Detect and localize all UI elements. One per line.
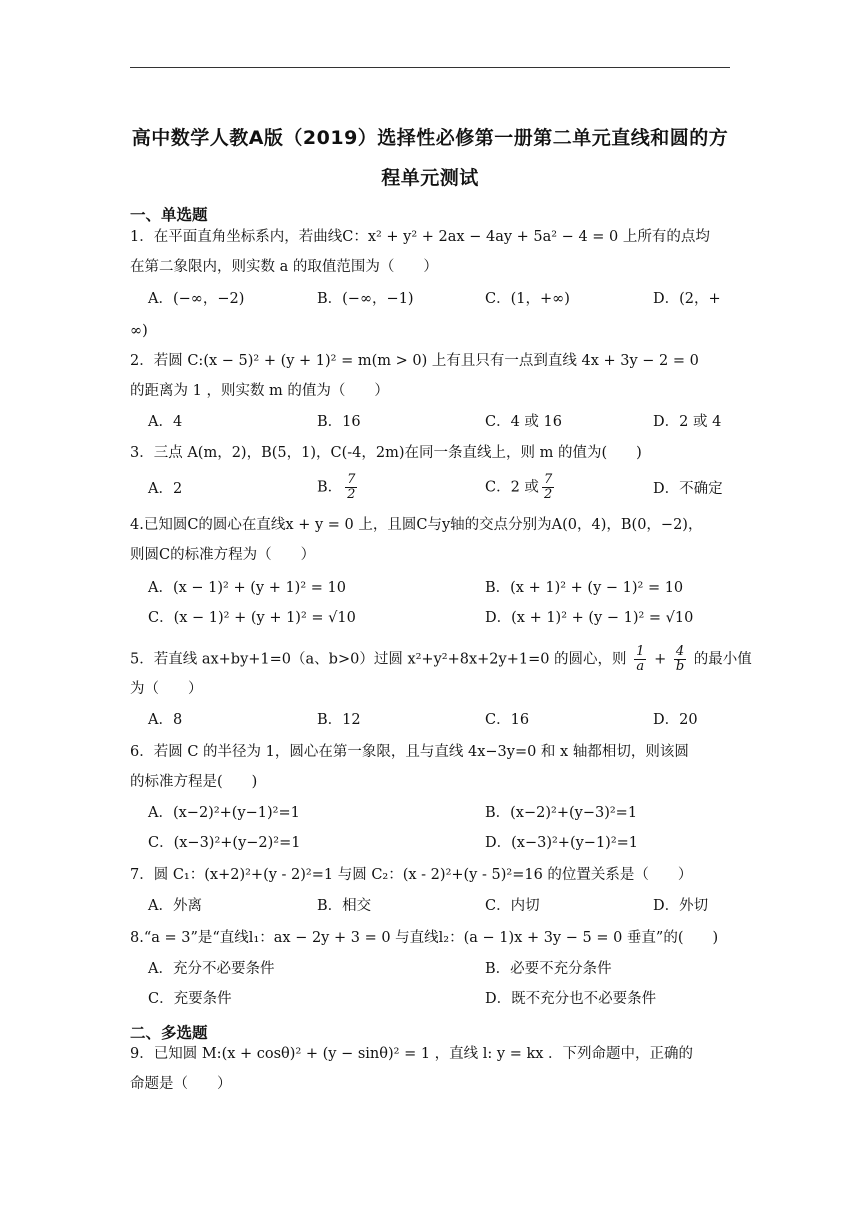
section-single-choice: 一、单选题 [130, 206, 208, 224]
q7-option-d: D．外切 [653, 898, 709, 914]
header-rule [130, 67, 730, 68]
fraction-denominator: b [675, 659, 685, 674]
q3-option-a: A．2 [148, 481, 183, 497]
q8-line1: 8.“a = 3”是“直线l₁：ax − 2y + 3 = 0 与直线l₂：(a − 1)x + 3y − 5 = 0 垂直”的( ) [130, 930, 719, 946]
q5-line2: 为（ ） [130, 681, 203, 697]
q4-option-c: C．(x − 1)² + (y + 1)² = √10 [148, 610, 356, 626]
q5-option-a: A．8 [148, 712, 183, 728]
document-title [110, 118, 750, 198]
q6-option-a: A．(x−2)²+(y−1)²=1 [148, 805, 300, 821]
q6-line1: 6．若圆 C 的半径为 1，圆心在第一象限，且与直线 4x−3y=0 和 x 轴都相切，则该圆 [130, 744, 689, 760]
q8-option-b: B．必要不充分条件 [485, 961, 612, 977]
fraction-numerator: 4 [674, 645, 686, 660]
q3-option-b-label: B． [317, 479, 343, 496]
q1-option-d: D．(2，+ [653, 291, 721, 307]
q5-line1-tail: 的最小值 [693, 651, 752, 668]
q6-line2: 的标准方程是( ) [130, 774, 258, 790]
q2-option-a: A．4 [148, 414, 183, 430]
fraction-denominator: a [636, 659, 645, 674]
q1-option-a: A．(−∞，−2) [148, 291, 245, 307]
fraction-numerator: 1 [636, 644, 645, 659]
q3-line1: 3．三点 A(m，2)，B(5，1)，C(-4，2m)在同一条直线上，则 m 的值为( ) [130, 445, 642, 461]
q3-option-c [485, 473, 557, 502]
q3-option-c-label: C．2 或 [485, 479, 539, 496]
q3-option-c-fraction [542, 473, 554, 502]
q2-option-d: D．2 或 4 [653, 414, 722, 430]
q2-line1: 2．若圆 C:(x − 5)² + (y + 1)² = m(m > 0) 上有且只有一点到直线 4x + 3y − 2 = 0 [130, 353, 699, 369]
q4-option-b: B．(x + 1)² + (y − 1)² = 10 [485, 580, 684, 596]
q4-line2: 则圆C的标准方程为（ ） [130, 547, 316, 563]
q5-option-d: D．20 [653, 712, 698, 728]
title-line-2: 程单元测试 [381, 167, 479, 189]
q8-option-a: A．充分不必要条件 [148, 961, 275, 977]
q7-option-c: C．内切 [485, 898, 540, 914]
q8-option-c: C．充要条件 [148, 991, 232, 1007]
q9-line2: 命题是（ ） [130, 1076, 232, 1092]
q9-line1: 9．已知圆 M:(x + cosθ)² + (y − sinθ)² = 1 ，直线 l: y = kx ．下列命题中，正确的 [130, 1046, 694, 1062]
q5-line1-text: 5．若直线 ax+by+1=0（a、b>0）过圆 x²+y²+8x+2y+1=0 的圆心，则 [130, 651, 627, 668]
title-line-1: 高中数学人教A版（2019）选择性必修第一册第二单元直线和圆的方 [131, 127, 729, 149]
fraction-numerator: 7 [543, 472, 553, 487]
q6-option-c: C．(x−3)²+(y−2)²=1 [148, 835, 301, 851]
q1-option-d-cont: ∞) [130, 323, 148, 339]
q4-option-d: D．(x + 1)² + (y − 1)² = √10 [485, 610, 694, 626]
fraction-denominator: 2 [347, 487, 356, 502]
q7-line1: 7．圆 C₁：(x+2)²+(y - 2)²=1 与圆 C₂：(x - 2)²+(y - 5)²=16 的位置关系是（ ） [130, 867, 693, 883]
q5-fraction-1 [634, 645, 646, 674]
q2-option-c: C．4 或 16 [485, 414, 562, 430]
q3-option-b [317, 473, 360, 502]
q4-option-a: A．(x − 1)² + (y + 1)² = 10 [148, 580, 346, 596]
q5-fraction-2 [674, 645, 686, 674]
fraction-denominator: 2 [543, 487, 553, 502]
q6-option-d: D．(x−3)²+(y−1)²=1 [485, 835, 639, 851]
q5-line1 [130, 644, 752, 674]
q1-option-c: C．(1，+∞) [485, 291, 570, 307]
q5-option-c: C．16 [485, 712, 530, 728]
q5-plus: + [654, 651, 667, 668]
q1-option-b: B．(−∞，−1) [317, 291, 414, 307]
section-multi-choice: 二、多选题 [130, 1024, 208, 1042]
q4-line1: 4.已知圆C的圆心在直线x + y = 0 上，且圆C与y轴的交点分别为A(0，4)，B(0，−2)， [130, 517, 703, 533]
fraction-numerator: 7 [347, 472, 356, 487]
q7-option-b: B．相交 [317, 898, 372, 914]
q3-option-d: D．不确定 [653, 481, 723, 497]
q3-option-b-fraction [345, 473, 357, 502]
q8-option-d: D．既不充分也不必要条件 [485, 991, 657, 1007]
q5-option-b: B．12 [317, 712, 361, 728]
q2-line2: 的距离为 1 ，则实数 m 的值为（ ） [130, 383, 389, 399]
q1-line2: 在第二象限内，则实数 a 的取值范围为（ ） [130, 259, 438, 275]
q2-option-b: B．16 [317, 414, 361, 430]
q1-line1: 1．在平面直角坐标系内，若曲线C：x² + y² + 2ax − 4ay + 5a² − 4 = 0 上所有的点均 [130, 229, 710, 245]
q6-option-b: B．(x−2)²+(y−3)²=1 [485, 805, 638, 821]
q7-option-a: A．外离 [148, 898, 202, 914]
